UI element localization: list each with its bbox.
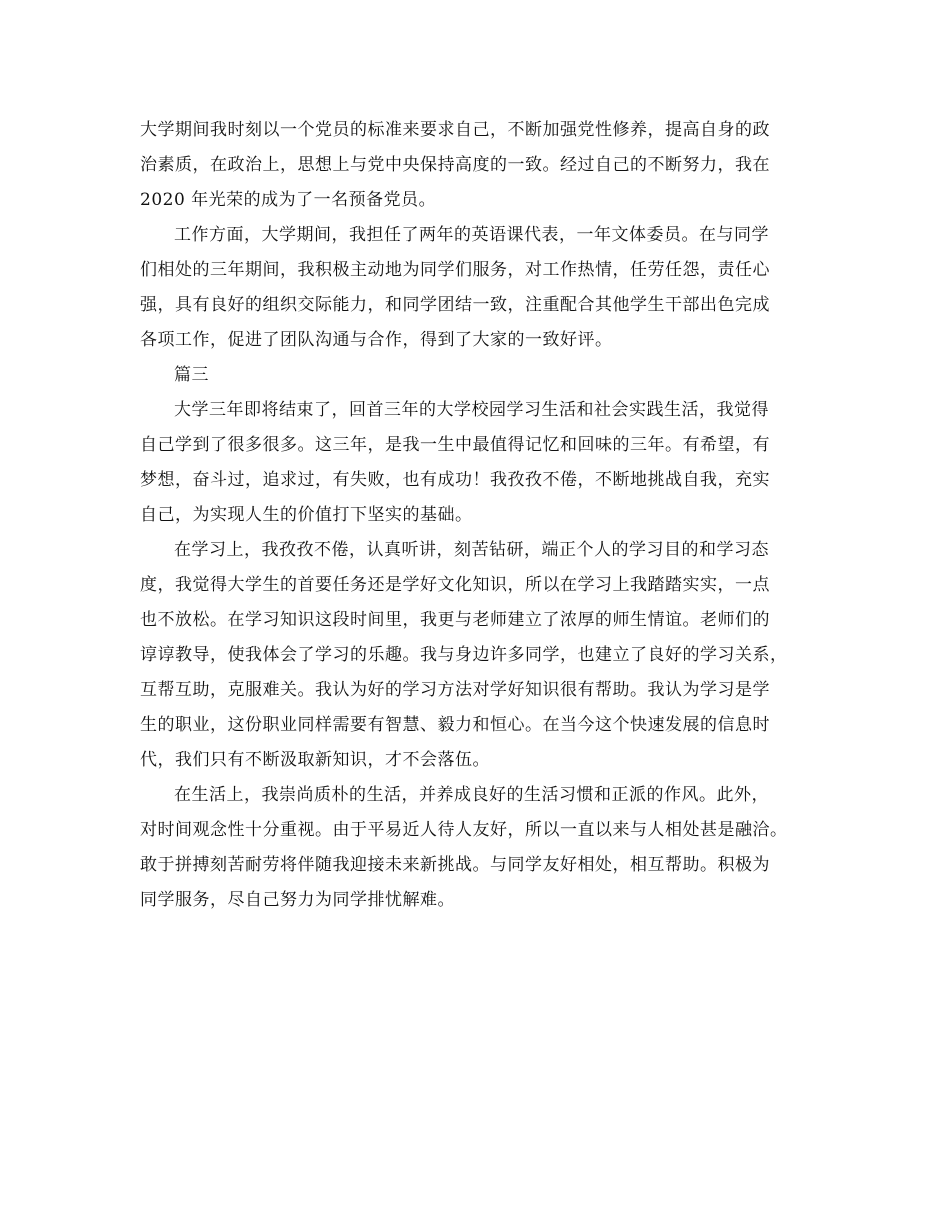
text-line: 度，我觉得大学生的首要任务还是学好文化知识，所以在学习上我踏踏实实，一点: [140, 575, 770, 595]
text-line: 强，具有良好的组织交际能力，和同学团结一致，注重配合其他学生干部出色完成: [140, 295, 770, 315]
text-line: 自己，为实现人生的价值打下坚实的基础。: [140, 505, 473, 525]
paragraph-start-line: 工作方面，大学期间，我担任了两年的英语课代表，一年文体委员。在与同学: [174, 225, 769, 245]
text-line: 治素质，在政治上，思想上与党中央保持高度的一致。经过自己的不断努力，我在: [140, 155, 770, 175]
text-line: 谆谆教导，使我体会了学习的乐趣。我与身边许多同学，也建立了良好的学习关系，: [140, 645, 788, 665]
text-line: 们相处的三年期间，我积极主动地为同学们服务，对工作热情，任劳任怨，责任心: [140, 260, 770, 280]
text-line: 生的职业，这份职业同样需要有智慧、毅力和恒心。在当今这个快速发展的信息时: [140, 715, 770, 735]
text-line: 大学期间我时刻以一个党员的标准来要求自己，不断加强党性修养，提高自身的政: [140, 120, 770, 140]
paragraph-start-line: 在生活上，我崇尚质朴的生活，并养成良好的生活习惯和正派的作风。此外，: [174, 785, 769, 805]
text-line: 2020 年光荣的成为了一名预备党员。: [140, 190, 437, 210]
section-heading: 篇三: [174, 365, 209, 385]
text-line: 梦想，奋斗过，追求过，有失败，也有成功！我孜孜不倦，不断地挑战自我，充实: [140, 470, 770, 490]
text-line: 也不放松。在学习知识这段时间里，我更与老师建立了浓厚的师生情谊。老师们的: [140, 610, 770, 630]
text-line: 各项工作，促进了团队沟通与合作，得到了大家的一致好评。: [140, 330, 613, 350]
text-line: 互帮互助，克服难关。我认为好的学习方法对学好知识很有帮助。我认为学习是学: [140, 680, 770, 700]
paragraph-start-line: 在学习上，我孜孜不倦，认真听讲，刻苦钻研，端正个人的学习目的和学习态: [174, 540, 769, 560]
paragraph-start-line: 大学三年即将结束了，回首三年的大学校园学习生活和社会实践生活，我觉得: [174, 400, 769, 420]
text-line: 自己学到了很多很多。这三年，是我一生中最值得记忆和回味的三年。有希望，有: [140, 435, 770, 455]
text-line: 敢于拼搏刻苦耐劳将伴随我迎接未来新挑战。与同学友好相处，相互帮助。积极为: [140, 855, 770, 875]
text-line: 同学服务，尽自己努力为同学排忧解难。: [140, 890, 455, 910]
text-line: 对时间观念性十分重视。由于平易近人待人友好，所以一直以来与人相处甚是融洽。: [140, 820, 788, 840]
text-line: 代，我们只有不断汲取新知识，才不会落伍。: [140, 750, 490, 770]
